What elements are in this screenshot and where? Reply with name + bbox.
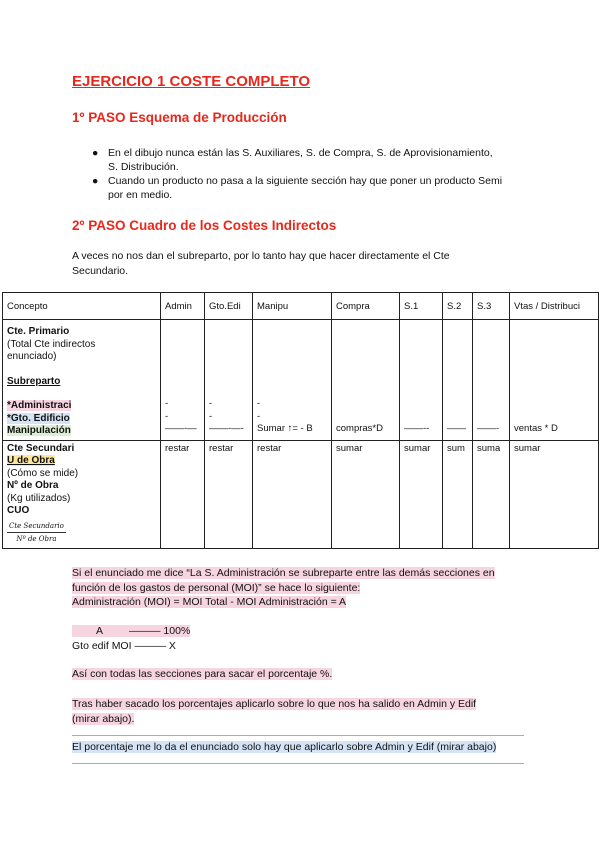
- intro-line: Secundario.: [72, 265, 129, 277]
- cuo-fraction: [7, 520, 66, 546]
- row-label: *Administraci: [7, 400, 72, 411]
- column-header: Vtas / Distribuci: [510, 293, 599, 320]
- bullet-text-line: En el dibujo nunca están las S. Auxiliares, S. de Compra, S. de Aprovisionamiento,: [108, 147, 493, 159]
- cell-value: -: [257, 398, 261, 409]
- column-header: S.1: [400, 293, 443, 320]
- cell-value: ventas * D: [514, 423, 558, 434]
- note-line: Así con todas las secciones para sacar el porcentaje %.: [72, 668, 333, 680]
- table-cell: sum: [443, 440, 473, 548]
- column-header: S.3: [473, 293, 510, 320]
- column-header: Gto.Edi: [205, 293, 253, 320]
- table-cell: sumar: [332, 440, 400, 548]
- table-cell: sumar: [510, 440, 599, 548]
- column-header: Manipu: [253, 293, 332, 320]
- row-label: U de Obra: [7, 455, 55, 466]
- table-cell: sumar: [400, 440, 443, 548]
- column-header: Concepto: [3, 293, 161, 320]
- table-row: [3, 320, 599, 441]
- intro-line: A veces no nos dan el subreparto, por lo tanto hay que hacer directamente el Cte: [72, 250, 450, 262]
- fraction-denominator: Nº de Obra: [16, 535, 57, 543]
- cell-value: -: [165, 410, 169, 422]
- note-apply: [72, 697, 532, 726]
- row-label: (Total Cte indirectos: [7, 338, 96, 350]
- list-item: [92, 146, 532, 174]
- rule-value: ——— 100%: [117, 625, 190, 637]
- bullet-icon: ●: [92, 175, 99, 187]
- row-label: Cte Secundari: [7, 442, 75, 454]
- document-title: EJERCICIO 1 COSTE COMPLETO: [72, 73, 311, 90]
- cell-value: ——-: [477, 423, 500, 434]
- row-label: *Gto. Edificio: [7, 412, 70, 424]
- table-cell: suma: [473, 440, 510, 548]
- cell-value: ——-—-: [209, 423, 244, 434]
- bullet-text-line: por en medio.: [108, 189, 173, 201]
- cell-value: ——: [447, 423, 466, 434]
- divider: [72, 763, 524, 764]
- rule-label: A: [72, 625, 117, 637]
- divider: [72, 735, 524, 736]
- row-label: (Kg utilizados): [7, 492, 71, 504]
- cell-value: ——--: [404, 423, 430, 434]
- row-label: enunciado): [7, 351, 57, 362]
- row-label: Cte. Primario: [7, 326, 70, 337]
- note-line: (mirar abajo).: [72, 712, 135, 725]
- cell-value: -: [165, 398, 169, 409]
- table-cell: [3, 320, 161, 441]
- bullet-text-line: Cuando un producto no pasa a la siguiente sección hay que poner un producto Semi: [108, 175, 503, 187]
- row-label: (Cómo se mide): [7, 467, 79, 479]
- cell-value: ——-—: [165, 423, 197, 434]
- table-cell: [400, 320, 443, 441]
- row-label: Manipulación: [7, 425, 71, 436]
- step1-bullet-list: [92, 146, 532, 202]
- table-cell: [3, 440, 161, 548]
- cell-value: -: [209, 398, 213, 409]
- note-percentage: [72, 667, 532, 682]
- row-label: Nº de Obra: [7, 480, 59, 491]
- note-administracion: [72, 566, 532, 610]
- step1-heading: 1º PASO Esquema de Producción: [72, 110, 287, 125]
- note-line: Administración (MOI) = MOI Total - MOI Administración = A: [72, 596, 347, 608]
- cell-value: compras*D: [336, 423, 383, 434]
- cost-table: [2, 292, 599, 549]
- fraction-numerator: Cte Secundario: [7, 520, 66, 534]
- table-cell: restar: [253, 440, 332, 548]
- table-cell: [205, 320, 253, 441]
- row-label: CUO: [7, 505, 30, 516]
- column-header: Admin: [161, 293, 205, 320]
- table-cell: [253, 320, 332, 441]
- bullet-text-line: S. Distribución.: [108, 161, 179, 173]
- column-header: S.2: [443, 293, 473, 320]
- table-cell: [161, 320, 205, 441]
- note-line: función de los gastos de personal (MOI)” se hace lo siguiente:: [72, 581, 361, 594]
- table-cell: [443, 320, 473, 441]
- note-enunciado: [72, 740, 542, 755]
- step2-intro: [72, 249, 492, 279]
- table-cell: restar: [205, 440, 253, 548]
- bullet-icon: ●: [92, 147, 99, 159]
- rule-label: Gto edif MOI: [72, 639, 132, 652]
- cell-value: -: [257, 410, 261, 422]
- table-cell: [510, 320, 599, 441]
- note-line: Si el enunciado me dice “La S. Administración se subreparte entre las demás secciones en: [72, 567, 495, 579]
- note-line: El porcentaje me lo da el enunciado solo hay que aplicarlo sobre Admin y Edif (mirar abajo): [72, 741, 497, 753]
- row-label: Subreparto: [7, 375, 61, 387]
- rule-of-three: [72, 624, 532, 653]
- rule-value: ——— X: [134, 639, 176, 652]
- cell-value: Sumar ↑= - B: [257, 423, 313, 434]
- note-line: Tras haber sacado los porcentajes aplicarlo sobre lo que nos ha salido en Admin y Edif: [72, 698, 477, 710]
- table-header-row: [3, 293, 599, 320]
- table-cell: [332, 320, 400, 441]
- table-row: [3, 440, 599, 548]
- step2-heading: 2º PASO Cuadro de los Costes Indirectos: [72, 218, 337, 233]
- cell-value: -: [209, 410, 213, 422]
- table-cell: restar: [161, 440, 205, 548]
- column-header: Compra: [332, 293, 400, 320]
- table-cell: [473, 320, 510, 441]
- list-item: [92, 174, 532, 202]
